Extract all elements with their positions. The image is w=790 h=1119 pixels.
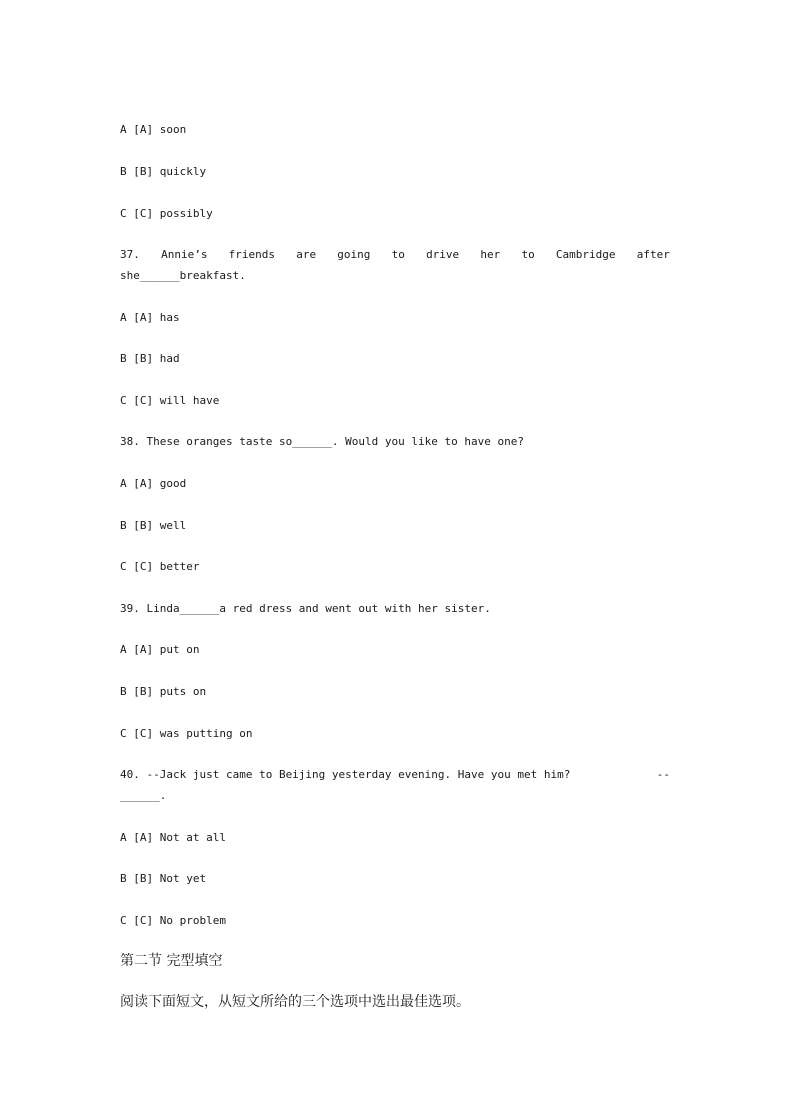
q37-question-line1	[120, 248, 670, 262]
q38-question: 38. These oranges taste so______. Would you like to have one?	[120, 435, 524, 448]
q37-word: going	[337, 248, 371, 261]
q37-option-a: A [A] has	[120, 311, 180, 324]
q37-option-c: C [C] will have	[120, 394, 220, 407]
q39-option-b: B [B] puts on	[120, 685, 207, 698]
q40-option-b: B [B] Not yet	[120, 872, 207, 885]
q40-option-c: C [C] No problem	[120, 914, 226, 927]
q40-question-line1	[120, 768, 670, 782]
q37-word: Annie’s	[161, 248, 208, 261]
q37-word: friends	[228, 248, 275, 261]
q37-word: her	[480, 248, 501, 261]
q39-option-c: C [C] was putting on	[120, 727, 253, 740]
q37-word: are	[296, 248, 317, 261]
q37-word: drive	[426, 248, 460, 261]
q39-question: 39. Linda______a red dress and went out with her sister.	[120, 602, 491, 615]
q37-option-b: B [B] had	[120, 352, 180, 365]
q37-word: to	[521, 248, 535, 261]
q38-option-a: A [A] good	[120, 477, 187, 490]
q37-word: after	[636, 248, 670, 261]
section-instruction: 阅读下面短文，从短文所给的三个选项中选出最佳选项。	[120, 994, 470, 1010]
q36-option-c: C [C] possibly	[120, 207, 213, 220]
q40-question-line2: ______.	[120, 789, 167, 802]
q38-option-b: B [B] well	[120, 519, 187, 532]
q40-question-text: 40. --Jack just came to Beijing yesterday evening. Have you met him?	[120, 768, 571, 781]
q37-word: Cambridge	[555, 248, 616, 261]
q36-option-b: B [B] quickly	[120, 165, 207, 178]
q37-word: 37.	[120, 248, 140, 261]
q40-dash: --	[656, 768, 670, 781]
q37-question-line2: she______breakfast.	[120, 269, 246, 282]
q40-option-a: A [A] Not at all	[120, 831, 226, 844]
q39-option-a: A [A] put on	[120, 643, 200, 656]
q36-option-a: A [A] soon	[120, 123, 187, 136]
q37-word: to	[391, 248, 405, 261]
section-title: 第二节 完型填空	[120, 953, 223, 969]
q38-option-c: C [C] better	[120, 560, 200, 573]
